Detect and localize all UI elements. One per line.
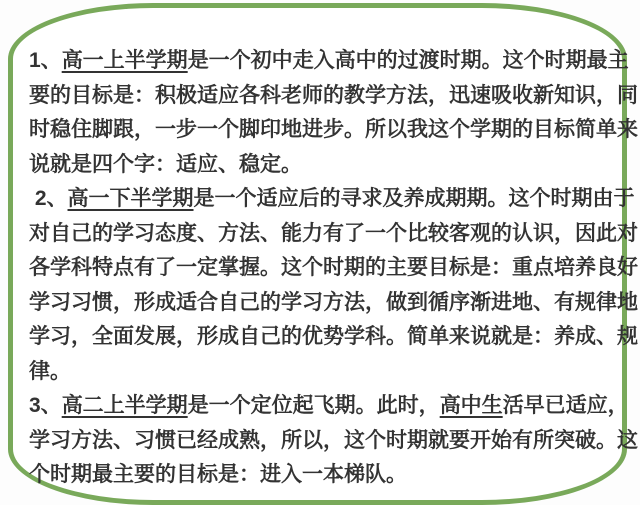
text-segment: 是一个定位起飞期。此时，: [187, 394, 440, 417]
text-segment: 学习习惯，形成适合自己的学习方法，做到循序渐进地、有规律地: [29, 290, 638, 314]
text-segment: 是一个适应后的寻求及养成期期。这个时期由于: [193, 187, 635, 210]
text-line: [29, 355, 611, 390]
text-line: [29, 389, 629, 424]
text-segment: 学习，全面发展，形成自己的优势学科。简单来说就是：养成、规: [29, 325, 638, 348]
text-line: [29, 286, 638, 321]
text-line: [29, 424, 638, 459]
text-line: [29, 113, 638, 148]
text-line: [29, 44, 629, 79]
text-segment: 时稳住脚跟，一步一个脚印地进步。所以我这个学期的目标简单来: [29, 118, 638, 141]
text-line: [29, 320, 638, 355]
text-line: [29, 251, 638, 286]
text-segment: 1、: [29, 49, 62, 72]
text-segment: 3、: [29, 394, 62, 417]
text-segment: 对自己的学习态度、方法、能力有了一个比较客观的认识，因此对: [29, 221, 638, 245]
text-line: [29, 148, 611, 183]
text-segment: 学习方法、习惯已经成熟，所以，这个时期就要开始有所突破。这: [29, 428, 638, 452]
text-line: [29, 458, 611, 493]
text-segment: 各学科特点有了一定掌握。这个时期的主要目标是：重点培养良好: [29, 256, 638, 279]
text-line: [29, 182, 635, 217]
text-segment: 律。: [29, 359, 71, 383]
underlined-phrase: 高一下半学期: [67, 187, 194, 210]
text-segment: 说就是四个字：适应、稳定。: [29, 152, 302, 176]
text-lines: [29, 44, 638, 493]
underlined-phrase: 高中生: [439, 394, 503, 417]
text-segment: 是一个初中走入高中的过渡时期。这个时期最主: [187, 49, 629, 72]
text-line: [29, 79, 638, 114]
underlined-phrase: 高一上半学期: [61, 49, 188, 72]
text-segment: 要的目标是：积极适应各科老师的教学方法，迅速吸收新知识，同: [29, 83, 638, 107]
text-line: [29, 217, 638, 252]
text-segment: 个时期最主要的目标是：进入一本梯队。: [29, 463, 407, 486]
text-segment: 2、: [29, 187, 68, 210]
article-text: [29, 44, 638, 493]
underlined-phrase: 高二上半学期: [61, 394, 188, 417]
text-segment: 活早已适应，: [502, 394, 629, 417]
